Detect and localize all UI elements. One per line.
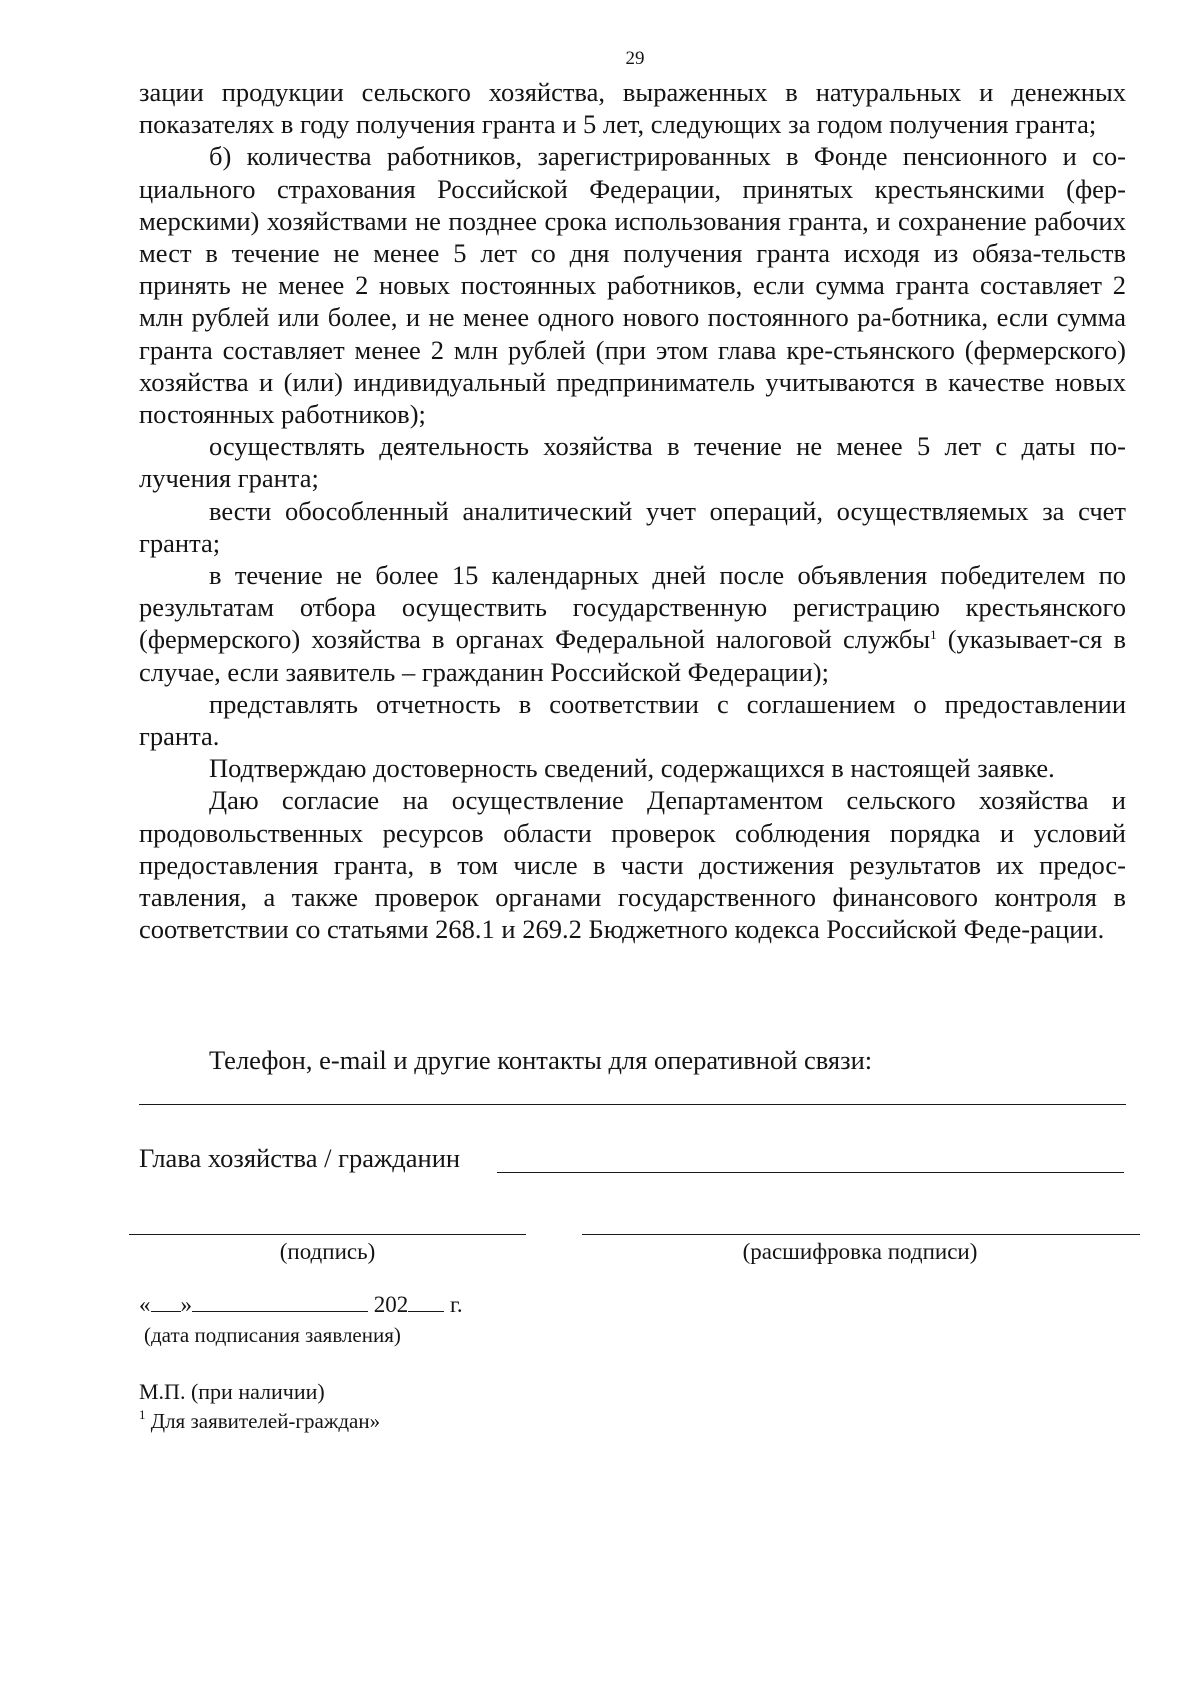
date-field bbox=[139, 1290, 463, 1320]
date-close-quote: » bbox=[180, 1292, 192, 1317]
text-line: Подтверждаю достоверность сведений, содержащихся в настоящей заявке. bbox=[209, 753, 1055, 784]
text-line: мерскими) хозяйствами не позднее срока использования гранта, и сохранение bbox=[139, 205, 1027, 236]
text-line: показателях в году получения гранта и 5 лет, следующих за годом получения bbox=[139, 109, 1009, 140]
signature-decoding-caption: (расшифровка подписи) bbox=[742, 1239, 978, 1264]
page-number: 29 bbox=[625, 48, 645, 69]
text-line: в течение не более 15 календарных дней после объявления победителем по bbox=[209, 560, 1126, 591]
paragraph-employees bbox=[139, 140, 1126, 430]
text-line: результатам отбора осуществить государственную регистрацию крестьянского bbox=[139, 592, 1126, 623]
text-line: Даю согласие на осуществление Департаментом сельского хозяйства и bbox=[209, 785, 1126, 816]
paragraph-activity bbox=[139, 430, 1126, 494]
footnote-text: Для заявителей-граждан» bbox=[150, 1409, 381, 1433]
text-line: лучения гранта; bbox=[139, 463, 319, 494]
date-open-quote: « bbox=[139, 1292, 151, 1317]
signature-decoding-line bbox=[582, 1234, 1140, 1235]
date-caption: (дата подписания заявления) bbox=[144, 1323, 401, 1347]
text-line: тельств принять не менее 2 новых постоянных работников, если сумма гранта bbox=[139, 238, 1126, 301]
signature-line bbox=[129, 1234, 526, 1235]
head-label: Глава хозяйства / гражданин bbox=[139, 1143, 461, 1173]
text-line: составляет 2 млн рублей или более, и не менее одного нового постоянного ра- bbox=[139, 270, 1126, 333]
month-blank bbox=[192, 1291, 368, 1312]
date-year-suffix: г. bbox=[450, 1292, 463, 1317]
paragraph-continuation bbox=[139, 76, 1126, 140]
text-line: соответствии со статьями 268.1 и 269.2 Бюджетного кодекса Российской Феде- bbox=[139, 914, 1031, 945]
text-line: осуществлять деятельность хозяйства в течение не менее 5 лет с даты по- bbox=[209, 431, 1126, 462]
footnote bbox=[139, 1407, 380, 1435]
text-line: гранта. bbox=[139, 721, 220, 752]
text-line: предоставления гранта, в том числе в части достижения результатов их предос- bbox=[139, 849, 1126, 880]
text-line: представлять отчетность в соответствии с соглашением о предоставлении bbox=[209, 688, 1126, 719]
text-line: зации продукции сельского хозяйства, выраженных в натуральных и денежных bbox=[139, 77, 1126, 107]
stamp-note: М.П. (при наличии) bbox=[139, 1379, 325, 1404]
text-line: ботника, если сумма гранта составляет менее 2 млн рублей (при этом глава кре- bbox=[139, 302, 1127, 365]
text-line: (фермерского) хозяйства в органах Федеральной налоговой службы bbox=[139, 624, 931, 655]
text-line: гранта; bbox=[1015, 109, 1097, 140]
footnote-marker: 1 bbox=[930, 627, 937, 643]
text-line: счет гранта; bbox=[139, 495, 1126, 558]
footnote-number: 1 bbox=[139, 1407, 146, 1422]
contacts-label: Телефон, e-mail и другие контакты для оперативной связи: bbox=[209, 1045, 873, 1075]
text-line: б) количества работников, зарегистрированных в Фонде пенсионного и со- bbox=[209, 141, 1126, 172]
text-line: продовольственных ресурсов области проверок соблюдения порядка и условий bbox=[139, 817, 1126, 848]
head-name-field-line bbox=[497, 1172, 1124, 1173]
text-line: вести обособленный аналитический учет операций, осуществляемых за bbox=[209, 495, 1065, 526]
year-blank bbox=[408, 1291, 444, 1312]
paragraph-reporting bbox=[139, 688, 1126, 752]
text-line: рации. bbox=[1030, 914, 1105, 945]
day-blank bbox=[151, 1291, 181, 1312]
paragraph-registration bbox=[139, 559, 1126, 688]
body-text bbox=[139, 76, 1126, 945]
date-year-prefix: 202 bbox=[373, 1292, 409, 1317]
contacts-field-line bbox=[139, 1104, 1126, 1105]
text-line: рабочих мест в течение не менее 5 лет со дня получения гранта исходя из обяза- bbox=[139, 205, 1126, 269]
text-line: циального страхования Российской Федерации, принятых крестьянскими (фер- bbox=[139, 173, 1126, 204]
text-line: ся в случае, если заявитель – гражданин Российской Федерации); bbox=[139, 624, 1127, 687]
text-line: стьянского (фермерского) хозяйства и (или) индивидуальный предприниматель bbox=[139, 334, 1126, 397]
paragraph-consent bbox=[139, 784, 1126, 945]
signature-caption: (подпись) bbox=[279, 1239, 376, 1264]
text-line: (указывает- bbox=[947, 624, 1079, 655]
paragraph-confirmation bbox=[139, 752, 1126, 784]
text-line: тавления, а также проверок органами государственного финансового контроля в bbox=[139, 882, 1126, 913]
paragraph-accounting bbox=[139, 495, 1126, 559]
text-line: учитываются в качестве новых постоянных работников); bbox=[139, 366, 1126, 430]
